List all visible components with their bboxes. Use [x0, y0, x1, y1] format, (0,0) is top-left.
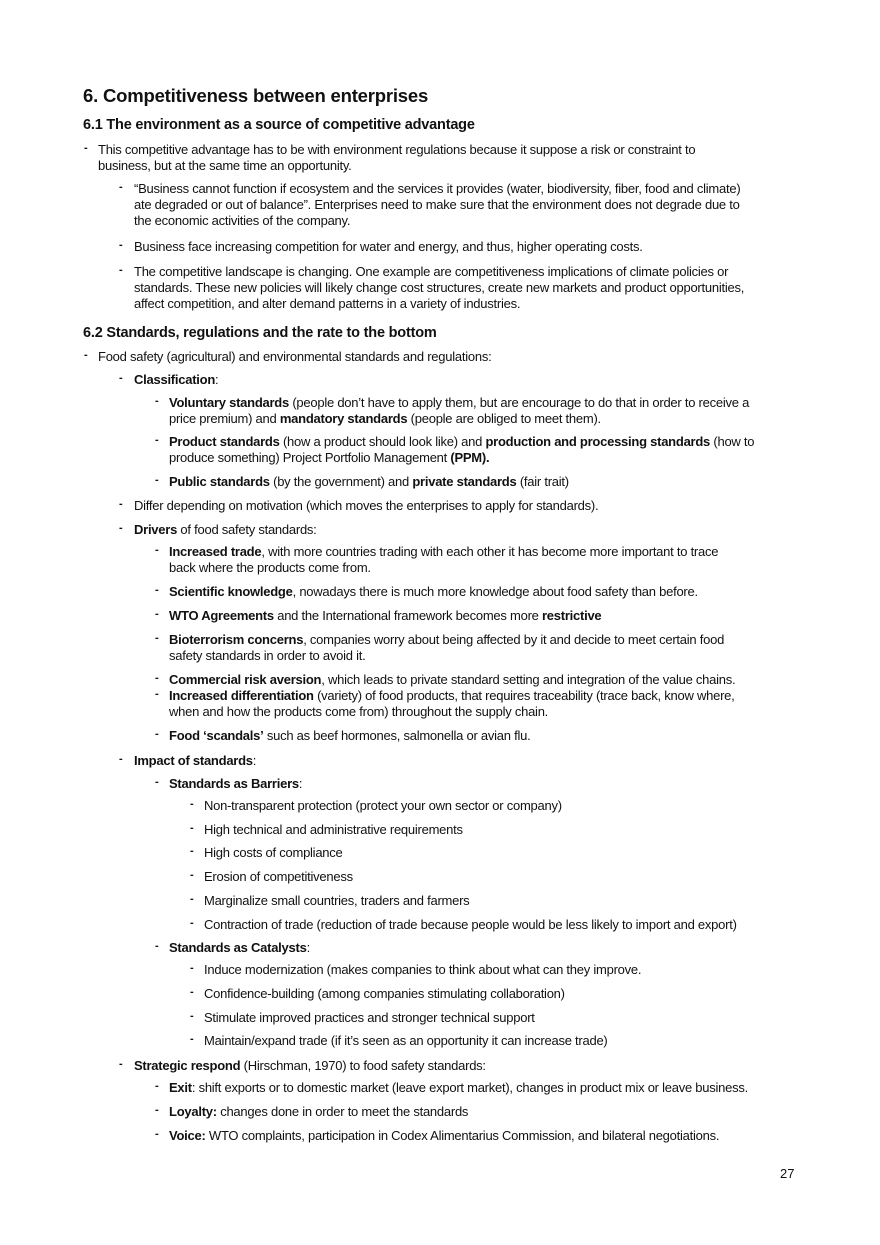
page-number: 27 [780, 1166, 795, 1181]
bullet-dash-icon [119, 372, 123, 390]
list-item-line: affect competition, and alter demand patterns in a variety of industries. [134, 296, 521, 311]
list-item-line: Public standards (by the government) and private standards (fair trait) [169, 474, 569, 489]
list-item-line: Commercial risk aversion, which leads to private standard setting and integration of the value chains. [169, 672, 736, 687]
list-item-line: Erosion of competitiveness [204, 869, 353, 884]
list-item-line: Increased differentiation (variety) of food products, that requires traceability (trace back, know where, [169, 688, 735, 703]
bullet-dash-icon [84, 142, 88, 160]
list-item-line: Induce modernization (makes companies to think about what can they improve. [204, 962, 642, 977]
bullet-dash-icon [190, 869, 194, 887]
list-item-line: standards. These new policies will likely change cost structures, create new markets and product opportunities, [134, 280, 745, 295]
subsection-title-6-2: 6.2 Standards, regulations and the rate to the bottom [83, 325, 437, 341]
list-item-line: Product standards (how a product should look like) and production and processing standards (how to [169, 434, 755, 449]
list-item-line: the economic activities of the company. [134, 213, 351, 228]
list-item-line: produce something) Project Portfolio Management (PPM). [169, 450, 490, 465]
bullet-dash-icon [155, 1080, 159, 1098]
list-item-line: Bioterrorism concerns, companies worry about being affected by it and decide to meet certain food [169, 632, 725, 647]
list-item-line: ate degraded or out of balance”. Enterprises need to make sure that the environment does not degrade due to [134, 197, 740, 212]
bullet-dash-icon [155, 434, 159, 452]
list-item-line: Maintain/expand trade (if it’s seen as an opportunity it can increase trade) [204, 1033, 608, 1048]
list-item-barriers: Standards as Barriers: [169, 776, 303, 791]
list-item-line: Increased trade, with more countries trading with each other it has become more important to trace [169, 544, 719, 559]
bullet-dash-icon [190, 845, 194, 863]
list-item-line: Exit: shift exports or to domestic market (leave export market), changes in product mix or leave business. [169, 1080, 748, 1095]
list-item-line: “Business cannot function if ecosystem and the services it provides (water, biodiversity, fiber, food and climate) [134, 181, 741, 196]
bullet-dash-icon [119, 264, 123, 282]
list-item-line: Loyalty: changes done in order to meet the standards [169, 1104, 469, 1119]
list-item-drivers: Drivers of food safety standards: [134, 522, 317, 537]
bullet-dash-icon [155, 544, 159, 562]
bullet-dash-icon [119, 239, 123, 257]
bullet-dash-icon [190, 798, 194, 816]
bullet-dash-icon [119, 753, 123, 771]
bullet-dash-icon [190, 1033, 194, 1051]
bullet-dash-icon [84, 349, 88, 367]
bullet-dash-icon [155, 632, 159, 650]
list-item-line: Food ‘scandals’ such as beef hormones, salmonella or avian flu. [169, 728, 531, 743]
bullet-dash-icon [155, 728, 159, 746]
list-item-line: back where the products come from. [169, 560, 371, 575]
list-item-line: Marginalize small countries, traders and farmers [204, 893, 470, 908]
list-item-line: Differ depending on motivation (which moves the enterprises to apply for standards). [134, 498, 599, 513]
list-item-line: High technical and administrative requirements [204, 822, 463, 837]
list-item-line: when and how the products come from) throughout the supply chain. [169, 704, 549, 719]
bullet-dash-icon [190, 1010, 194, 1028]
list-item-catalysts: Standards as Catalysts: [169, 940, 310, 955]
bullet-dash-icon [155, 584, 159, 602]
bullet-dash-icon [155, 474, 159, 492]
list-item-classification: Classification: [134, 372, 219, 387]
paragraph-line: Food safety (agricultural) and environmental standards and regulations: [98, 349, 492, 364]
list-item-impact: Impact of standards: [134, 753, 257, 768]
subsection-title-6-1: 6.1 The environment as a source of competitive advantage [83, 117, 475, 133]
list-item-line: Confidence-building (among companies stimulating collaboration) [204, 986, 565, 1001]
paragraph-line: business, but at the same time an opportunity. [98, 158, 352, 173]
list-item-line: safety standards in order to avoid it. [169, 648, 366, 663]
list-item-strategic: Strategic respond (Hirschman, 1970) to food safety standards: [134, 1058, 486, 1073]
list-item-line: Business face increasing competition for water and energy, and thus, higher operating costs. [134, 239, 643, 254]
list-item-line: Scientific knowledge, nowadays there is much more knowledge about food safety than before. [169, 584, 698, 599]
list-item-line: Stimulate improved practices and stronger technical support [204, 1010, 535, 1025]
section-title: 6. Competitiveness between enterprises [83, 85, 429, 106]
bullet-dash-icon [155, 1104, 159, 1122]
bullet-dash-icon [190, 822, 194, 840]
bullet-dash-icon [119, 498, 123, 516]
paragraph-line: This competitive advantage has to be with environment regulations because it suppose a risk or constraint to [98, 142, 696, 157]
bullet-dash-icon [119, 522, 123, 540]
bullet-dash-icon [155, 776, 159, 794]
bullet-dash-icon [155, 395, 159, 413]
bullet-dash-icon [155, 1128, 159, 1146]
bullet-dash-icon [155, 608, 159, 626]
bullet-dash-icon [190, 893, 194, 911]
list-item-line: Contraction of trade (reduction of trade because people would be less likely to import and export) [204, 917, 737, 932]
list-item-line: Voluntary standards (people don’t have to apply them, but are encourage to do that in order to receive a [169, 395, 750, 410]
list-item-line: Voice: WTO complaints, participation in Codex Alimentarius Commission, and bilateral negotiations. [169, 1128, 720, 1143]
list-item-line: The competitive landscape is changing. One example are competitiveness implications of climate policies or [134, 264, 729, 279]
bullet-dash-icon [155, 688, 159, 706]
list-item-line: WTO Agreements and the International framework becomes more restrictive [169, 608, 602, 623]
list-item-line: price premium) and mandatory standards (people are obliged to meet them). [169, 411, 601, 426]
bullet-dash-icon [155, 940, 159, 958]
bullet-dash-icon [119, 181, 123, 199]
bullet-dash-icon [190, 917, 194, 935]
list-item-line: High costs of compliance [204, 845, 343, 860]
bullet-dash-icon [190, 962, 194, 980]
bullet-dash-icon [119, 1058, 123, 1076]
bullet-dash-icon [190, 986, 194, 1004]
list-item-line: Non-transparent protection (protect your own sector or company) [204, 798, 562, 813]
bullet-dash-icon [155, 672, 159, 690]
